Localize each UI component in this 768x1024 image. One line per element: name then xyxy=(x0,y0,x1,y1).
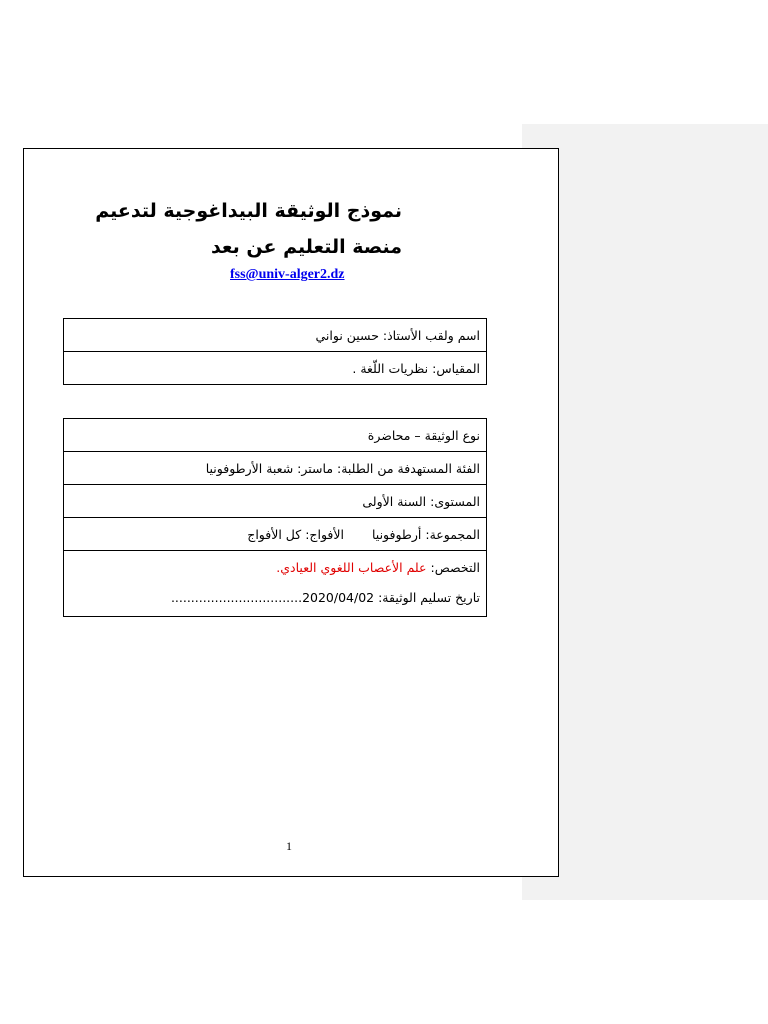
course-info-table xyxy=(63,318,487,385)
table-row xyxy=(64,419,487,452)
teacher-cell: اسم ولقب الأستاذ: حسين نواني xyxy=(64,319,487,352)
table-row xyxy=(64,518,487,551)
group-cell xyxy=(64,518,487,551)
target-audience-cell: الفئة المستهدفة من الطلبة: ماستر: شعبة الأرطوفونيا xyxy=(64,452,487,485)
table-row xyxy=(64,319,487,352)
specialty-value: علم الأعصاب اللغوي العيادي. xyxy=(276,560,427,575)
group-label: المجموعة: أرطوفونيا xyxy=(371,526,480,542)
document-title-line2: منصة التعليم عن بعد xyxy=(210,236,402,258)
specialty-line xyxy=(70,557,480,579)
table-row xyxy=(64,485,487,518)
sections-label: الأفواج: كل الأفواج xyxy=(247,526,344,542)
table-row xyxy=(64,551,487,617)
document-title-line1: نموذج الوثيقة البيداغوجية لتدعيم xyxy=(95,200,402,222)
level-cell: المستوى: السنة الأولى xyxy=(64,485,487,518)
specialty-date-cell xyxy=(64,551,487,617)
page-number: 1 xyxy=(286,839,292,853)
table-row xyxy=(64,352,487,385)
document-page xyxy=(23,148,559,877)
specialty-label: التخصص: xyxy=(426,560,480,575)
table-row xyxy=(64,452,487,485)
module-cell: المقياس: نظريات اللّغة . xyxy=(64,352,487,385)
delivery-date-line: تاريخ تسليم الوثيقة: 2020/04/02................................. xyxy=(170,590,480,605)
doc-type-cell: نوع الوثيقة – محاضرة xyxy=(64,419,487,452)
email-link[interactable]: fss@univ-alger2.dz xyxy=(230,267,345,282)
document-details-table xyxy=(63,418,487,617)
